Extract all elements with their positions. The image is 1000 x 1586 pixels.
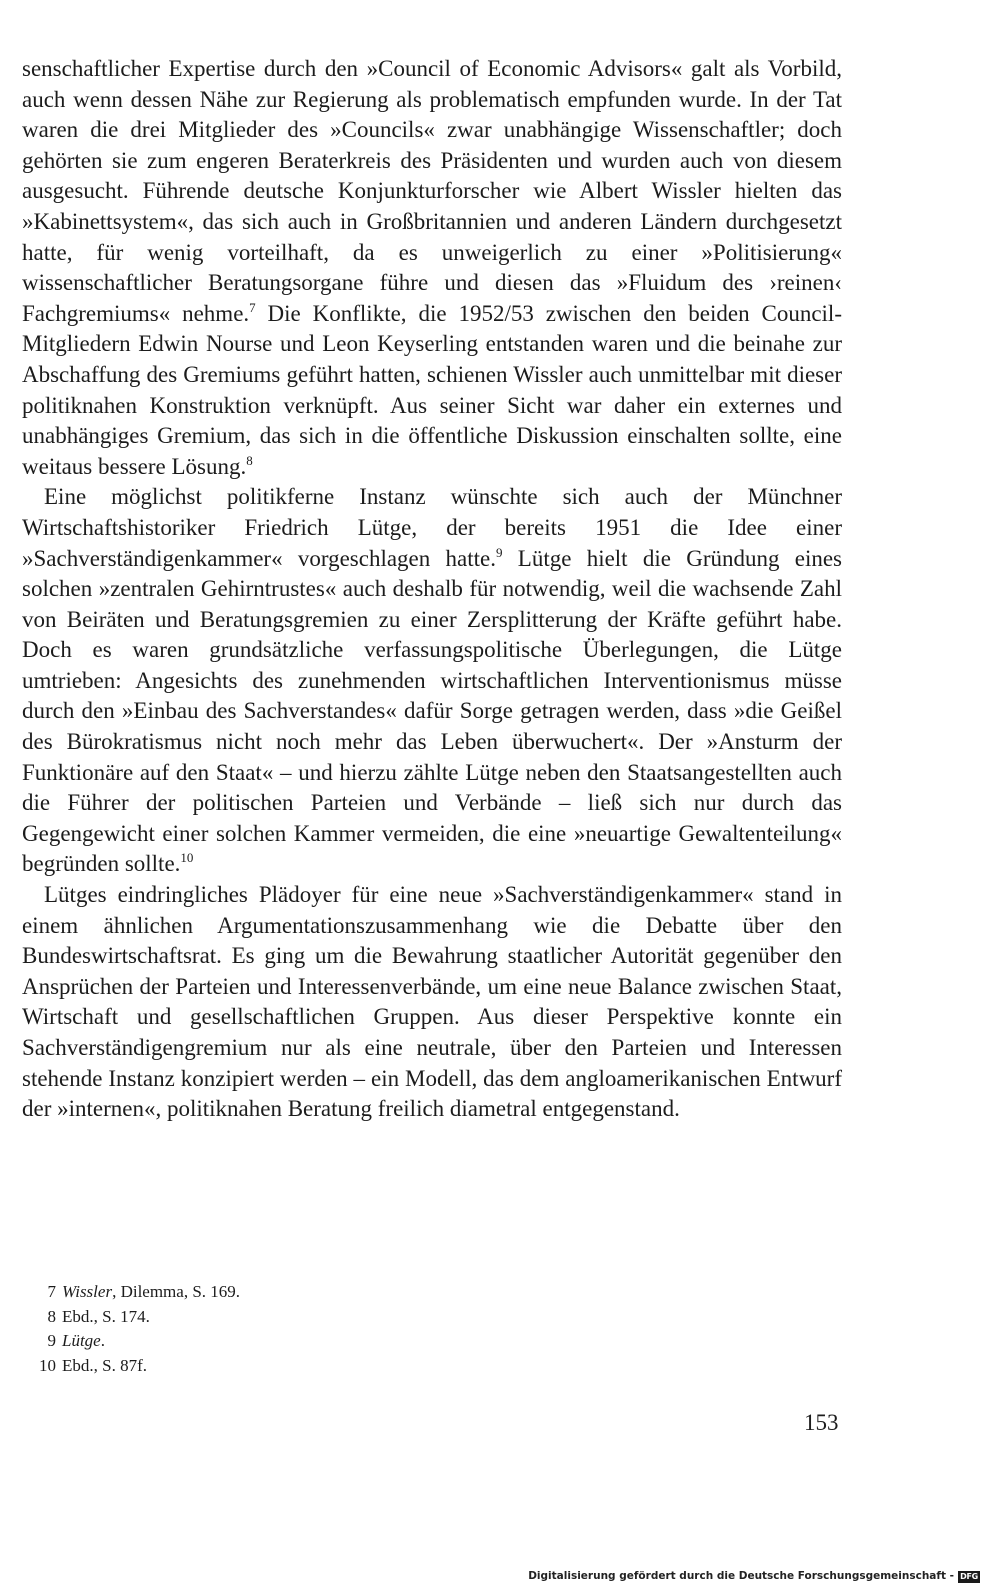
footnote-ref-7[interactable]: 7: [249, 299, 256, 315]
page-number: 153: [804, 1410, 839, 1435]
paragraph-2: [22, 482, 842, 880]
paragraph-2-text-b: Lütge hielt die Gründung eines solchen »zentralen Gehirntrustes« auch deshalb für notwendig, weil die wachsende Zahl von Beiräten und Beratungsgremien zu einer Zersplitterung der Kräfte geführt habe. Doch es waren grundsätzliche verfassungspolitische Überlegungen, die Lütge umtrieben: Angesichts des zunehmenden wirtschaftlichen Interventionismus müsse durch den »Einbau des Sachverstandes« dafür Sorge getragen werden, dass »die Geißel des Bürokratismus nicht noch mehr das Leben überwuchert«. Der »Ansturm der Funktionäre auf den Staat« – und hierzu zählte Lütge neben den Staatsangestellten auch die Führer der politischen Parteien und Verbände – ließ sich nur durch das Gegengewicht einer solchen Kammer vermeiden, die eine »neuartige Gewaltenteilung« begründen sollte.: [22, 545, 843, 877]
footnote-8: [22, 1305, 622, 1330]
paragraph-1: [22, 54, 842, 482]
footnote-text: [62, 1354, 147, 1379]
footnote-rest: Ebd., S. 87f.: [62, 1355, 147, 1375]
footnote-number: 10: [39, 1355, 56, 1375]
footnote-author: Wissler: [62, 1282, 113, 1301]
paragraph-3: [22, 880, 842, 1125]
footnote-7: [22, 1280, 622, 1305]
digitization-credit: Digitalisierung gefördert durch die Deutsche Forschungsgemeinschaft -: [528, 1570, 954, 1582]
paragraph-1-text-a: senschaftlicher Expertise durch den »Council of Economic Advisors« galt als Vorbild, auch wenn dessen Nähe zur Regierung als problematisch empfunden wurde. In der Tat waren die drei Mitglieder des »Councils« zwar unabhängige Wissenschaftler; doch gehörten sie zum engeren Beraterkreis des Präsidenten und wurden auch von diesem ausgesucht. Führende deutsche Konjunkturforscher wie Albert Wissler hielten das »Kabinettsystem«, das sich auch in Großbritannien und anderen Ländern durchgesetzt hatte, für wenig vorteilhaft, da es unweigerlich zu einer »Politisierung« wissenschaftlicher Beratungsorgane führe und diesen das »Fluidum des ›reinen‹ Fachgremiums« nehme.: [22, 56, 842, 326]
footnote-9: [22, 1329, 622, 1354]
footnote-rest: , Dilemma, S. 169.: [112, 1282, 241, 1301]
footnote-number: 7: [47, 1282, 56, 1301]
footnote-ref-8[interactable]: 8: [246, 452, 253, 468]
footnote-number: 9: [47, 1331, 56, 1350]
footnote-text: [62, 1305, 150, 1330]
footnote-number: 8: [47, 1306, 56, 1326]
footnote-10: [22, 1354, 622, 1379]
footnote-text: [62, 1280, 240, 1305]
footnote-text: [62, 1329, 105, 1354]
footnotes: [22, 1280, 622, 1378]
dfg-logo-icon: DFG: [958, 1571, 980, 1583]
paragraph-2-text-a: Eine möglichst politikferne Instanz wünschte sich auch der Münchner Wirtschaftshistoriker Friedrich Lütge, der bereits 1951 die Idee einer »Sachverständigenkammer« vorgeschlagen hatte.: [22, 484, 842, 571]
main-text: [22, 54, 842, 1125]
footnote-rest: Ebd., S. 174.: [62, 1306, 150, 1326]
footnote-author: Lütge: [62, 1331, 101, 1350]
footnote-rest: .: [100, 1331, 105, 1350]
paragraph-1-text-b: Die Konflikte, die 1952/53 zwischen den beiden Council-Mitgliedern Edwin Nourse und Leon Keyserling entstanden waren und die beinahe zur Abschaffung des Gremiums geführt hatten, schienen Wissler auch unmittelbar mit dieser politiknahen Konstruktion verknüpft. Aus seiner Sicht war daher ein externes und unabhängiges Gremium, das sich in die öffentliche Diskussion einschalten sollte, eine weitaus bessere Lösung.: [22, 300, 842, 479]
footnote-ref-10[interactable]: 10: [180, 850, 194, 866]
footnote-ref-9[interactable]: 9: [496, 544, 503, 560]
paragraph-3-text: Lütges eindringliches Plädoyer für eine neue »Sachverständigenkammer« stand in einem ähnlichen Argumentationszusammenhang wie die Debatte über den Bundeswirtschaftsrat. Es ging um die Bewahrung staatlicher Autorität gegenüber den Ansprüchen der Parteien und Interessenverbände, um eine neue Balance zwischen Staat, Wirtschaft und gesellschaftlichen Gruppen. Aus dieser Perspektive konnte ein Sachverständigengremium nur als eine neutrale, über den Parteien und Interessen stehende Instanz konzipiert werden – ein Modell, das dem angloamerikanischen Entwurf der »internen«, politiknahen Beratung freilich diametral entgegenstand.: [22, 882, 842, 1122]
